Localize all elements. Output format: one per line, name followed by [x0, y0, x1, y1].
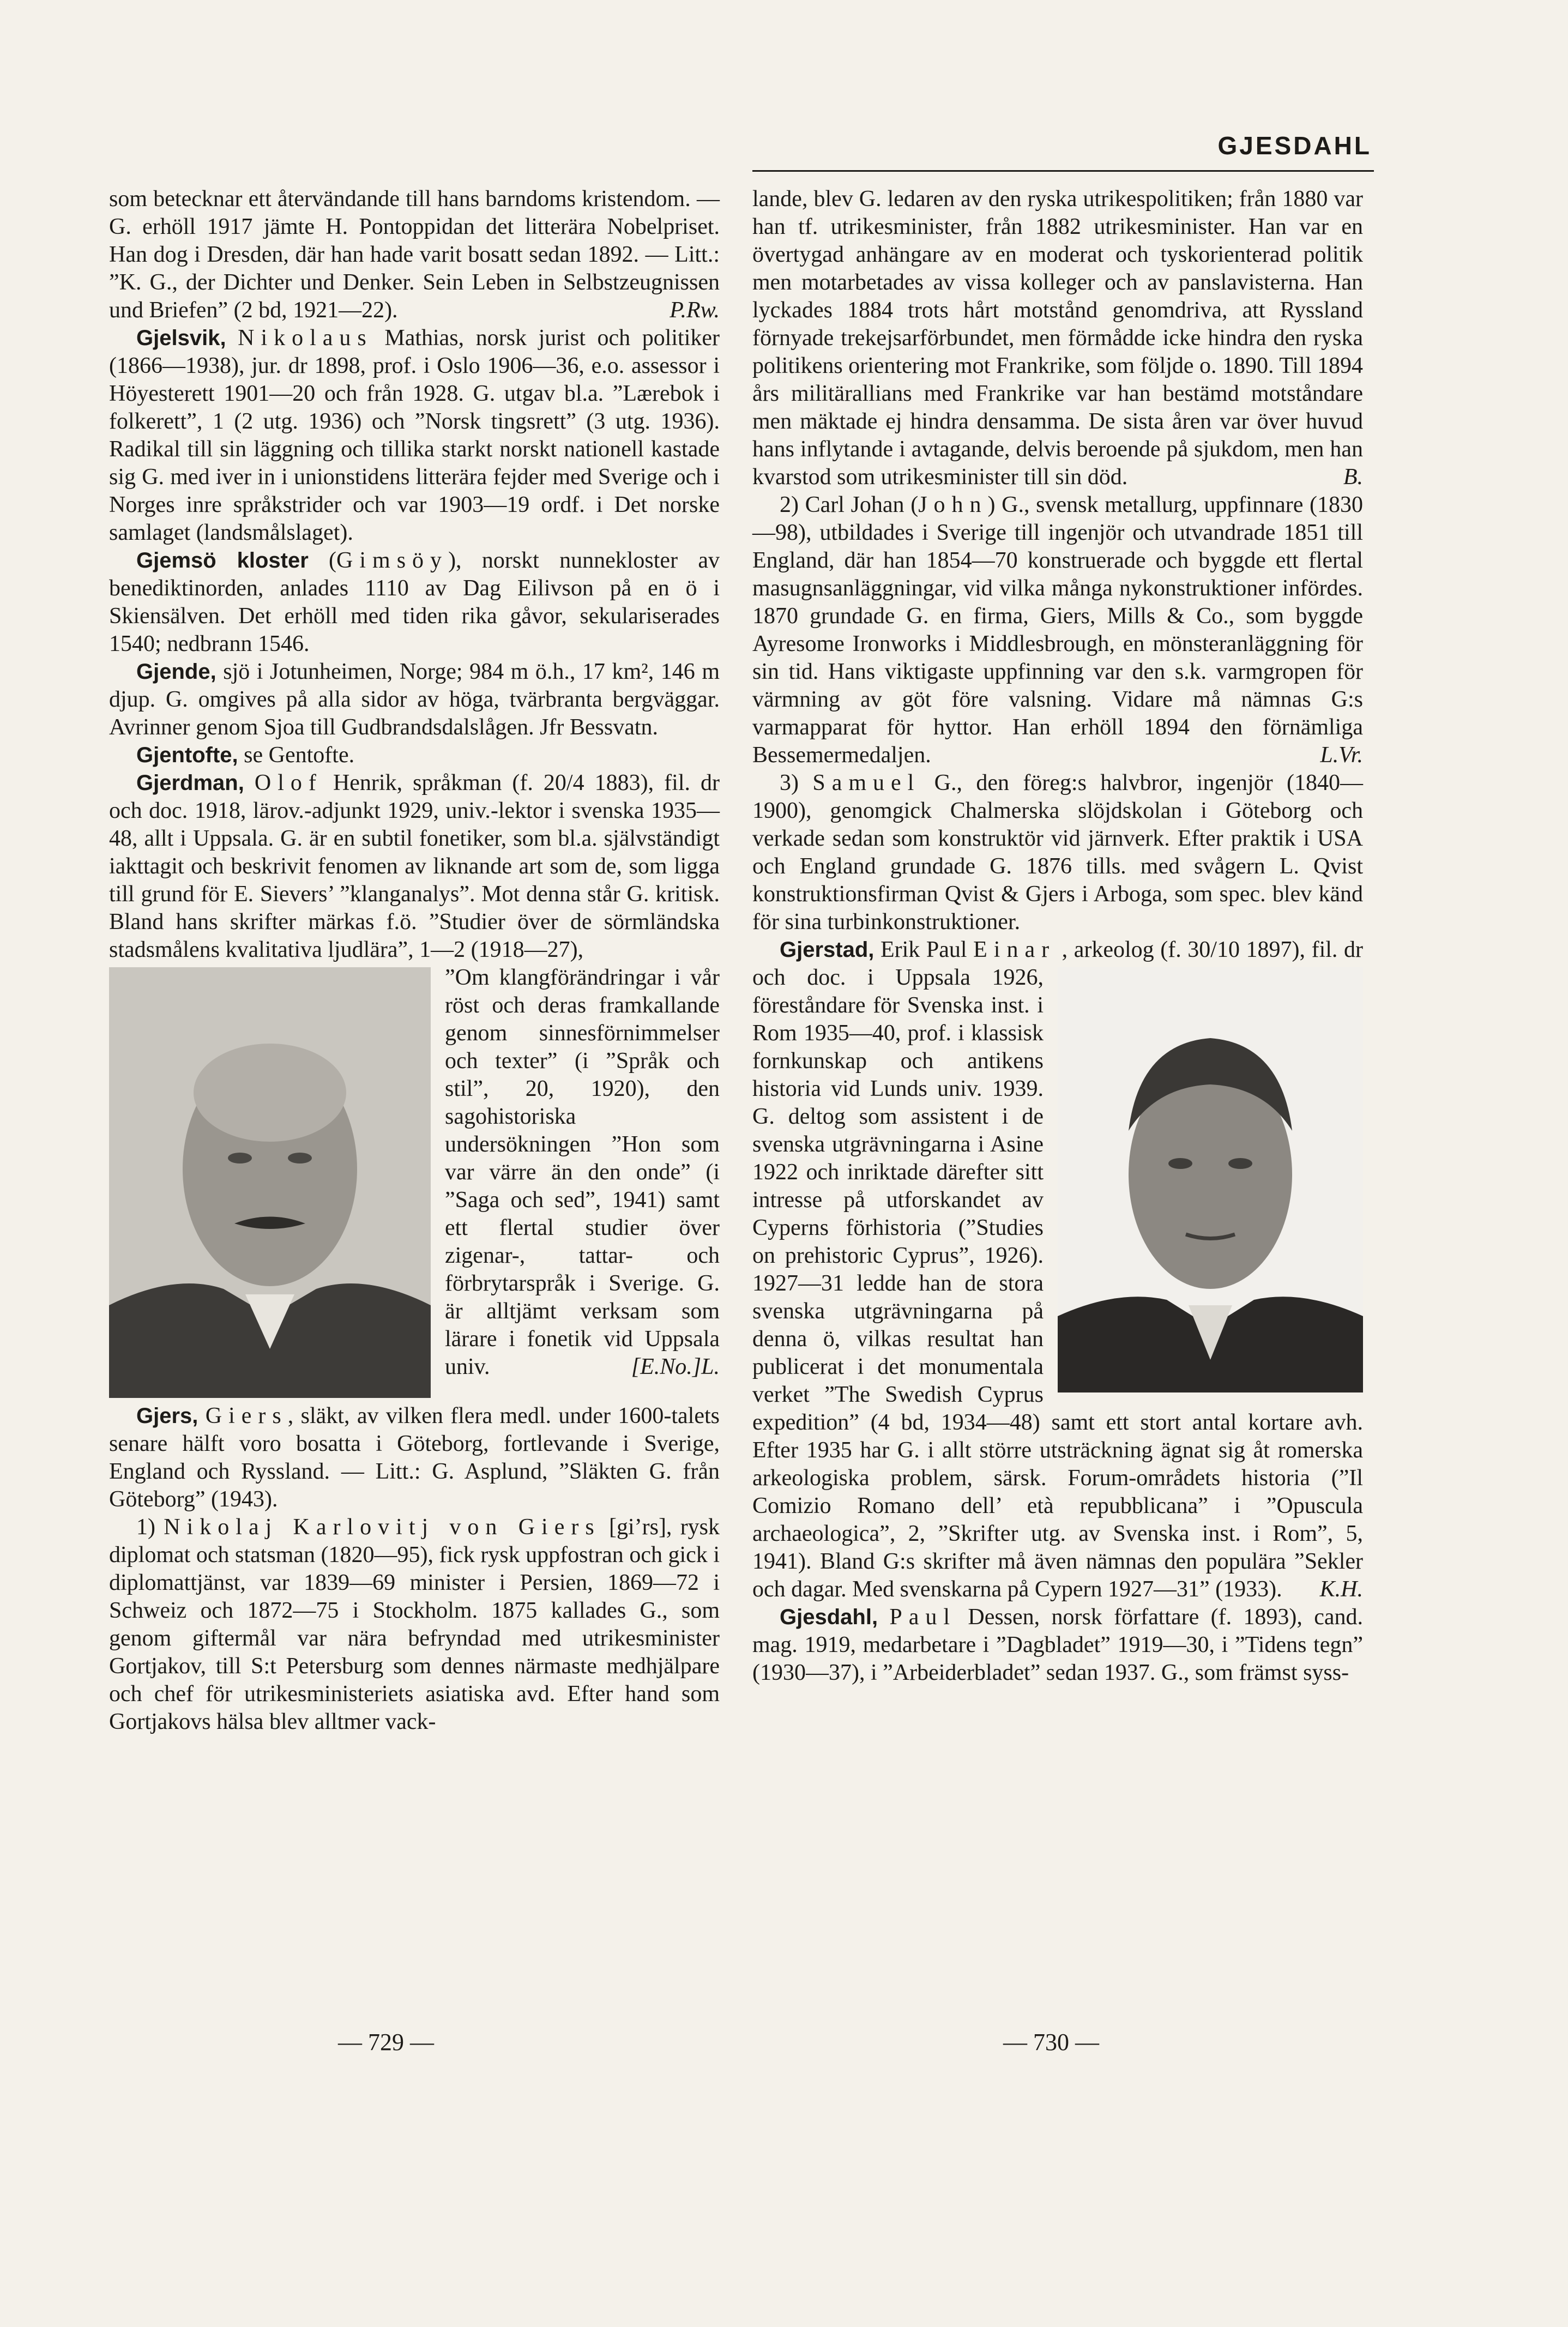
- paragraph-continuation: [752, 185, 1363, 491]
- left-column: [109, 185, 720, 1736]
- text: sjö i Jotunheimen, Norge; 984 m ö.h., 17 km², 146 m djup. G. omgives på alla sidor av höga, tvärbranta bergväggar. Avrinner genom Sjoa till Gudbrandsdalslågen. Jfr Bessvatn.: [109, 659, 720, 740]
- spaced-name: John: [918, 492, 988, 517]
- entry-number: 1): [136, 1515, 155, 1540]
- spaced-name: Nikolaj Karlovitj von Giers: [164, 1515, 601, 1540]
- portrait-gjerstad: [1058, 967, 1363, 1392]
- spaced-name: Samuel: [812, 770, 921, 795]
- entry-number: 3): [780, 770, 799, 795]
- text: , släkt, av vilken flera medl. under 1600-talets senare hälft voro bosatta i Göteborg, fortlevande i Sverige, England och Ryssland. — Litt.: G. Asplund, ”Släkten G. från Göteborg” (1943).: [109, 1403, 720, 1512]
- spaced-name: Nikolaus: [238, 325, 373, 351]
- text: se Gentofte.: [244, 743, 355, 768]
- text: [gi’rs], rysk diplomat och statsman (1820—95), fick rysk uppfostran och gick i diplomattjänst, var 1839—69 minister i Persien, 1869—72 i Schweiz och 1872—75 i Stockholm. 1875 kallades G., som genom giftermål var nära befryndad med utrikesminister Gortjakov, till S:t Petersburg som dennes närmaste medhjälpare och chef för utrikesministeriets asiatiska avd. Efter hand som Gortjakovs hälsa blev alltmer vack-: [109, 1515, 720, 1734]
- paragraph-continuation: [109, 185, 720, 324]
- header-rule: [752, 170, 1374, 172]
- name: Erik Paul: [880, 937, 967, 962]
- portrait-gjerdman-image: [109, 967, 431, 1398]
- entry-carl-johan: [752, 491, 1363, 769]
- signature: P.Rw.: [670, 298, 720, 323]
- signature: [E.No.]L.: [631, 1354, 720, 1379]
- headword: Gjelsvik,: [136, 326, 226, 350]
- right-column: [752, 185, 1363, 1687]
- signature: K.H.: [1319, 1577, 1363, 1602]
- text: , arkeolog (f. 30/10 1897), fil. dr och doc. i Uppsala 1926, föreståndare för Svenska inst. i Rom 1935—40, prof. i klassisk fornkunskap och antikens historia vid Lunds univ. 1939. G. deltog som assistent i de svenska utgrävningarna i Asine 1922 och inriktade därefter sitt intresse på utforskandet av Cyperns förhistoria (”Studies on prehistoric Cyprus”, 1926). 1927—31 ledde han de stora svenska utgrävningarna på denna ö, vilkas resultat han publicerat i det monumentala verket ”The Swedish Cyprus expedition” (4 bd, 1934—48) samt ett stort antal kortare avh. Efter 1935 har G. i allt större utsträckning ägnat sig åt romerska arkeologiska problem, särsk. Forum-områdets historia (”Il Comizio Romano dell’ età repubblicana” i ”Opuscula archaeologica”, 2, ”Skrifter utg. av Svenska inst. i Rom”, 5, 1941). Bland G:s skrifter må även nämnas den populära ”Sekler och dagar. Med svenskarna på Cypern 1927—31” (1933).: [752, 937, 1363, 1602]
- headword: Gjerstad,: [780, 938, 875, 962]
- spaced-name: Giers: [205, 1403, 288, 1428]
- text: Dessen, norsk författare (f. 1893), cand. mag. 1919, medarbetare i ”Dagbladet” 1919—30, i ”Tidens tegn” (1930—37), i ”Arbeiderbladet” sedan 1937. G., som främst syss-: [752, 1605, 1363, 1685]
- signature: L.Vr.: [1320, 743, 1363, 768]
- text: ”Om klangförändringar i vår röst och deras framkallande genom sinnesförnimmelser och texter” (i ”Språk och stil”, 20, 1920), den sagohistoriska undersökningen ”Hon som var värre än den onde” (i ”Saga och sed”, 1941) samt ett flertal studier över zigenar-, tattar- och förbrytarspråk i Sverige. G. är alltjämt verksam som lärare i fonetik vid Uppsala univ.: [445, 965, 720, 1379]
- headword: Gjentofte,: [136, 743, 238, 767]
- text: Henrik, språkman (f. 20/4 1883), fil. dr och doc. 1918, lärov.-adjunkt 1929, univ.-lektor i svenska 1935—48, allt i Uppsala. G. är en subtil fonetiker, som bl.a. självständigt iakttagit och beskrivit fenomen av liknande art som de, som ligga till grund för E. Sievers’ ”klanganalys”. Mot denna står G. kritisk. Bland hans skrifter märkas f.ö. ”Studier över de sörmländska stadsmålens kvalitativa ljudlära”, 1—2 (1918—27),: [109, 770, 720, 962]
- text: G., den föreg:s halvbror, ingenjör (1840—1900), genomgick Chalmerska slöjdskolan i Göteborg och verkade sedan som konstruktör vid järnverk. Efter praktik i USA och England grundade G. 1876 tills. med svågern L. Qvist konstruktionsfirman Qvist & Gjers i Arboga, som spec. blev känd för sina turbinkonstruktioner.: [752, 770, 1364, 935]
- spaced-name: Einar: [973, 937, 1056, 962]
- entry-number: 2) Carl Johan (: [780, 492, 919, 517]
- headword: Gjesdahl,: [780, 1605, 878, 1629]
- entry-gjers: [109, 1402, 720, 1514]
- spaced-name: Paul: [889, 1605, 957, 1630]
- headword: Gjerdman,: [136, 771, 244, 795]
- entry-gjesdahl: [752, 1603, 1363, 1687]
- signature: B.: [1343, 465, 1363, 490]
- entry-giers-nikolaj: [109, 1514, 720, 1736]
- headword: Gjende,: [136, 660, 216, 684]
- entry-gjelsvik: [109, 324, 720, 547]
- page-number-right: — 730 —: [1003, 2029, 1099, 2055]
- page-number-left: — 729 —: [338, 2029, 434, 2055]
- text: ) G., svensk metallurg, uppfinnare (1830—98), utbildades i Sverige till ingenjör och utvandrade 1851 till England, där han 1854—70 konstruerade och byggde ett flertal masugnsanläggningar, vid vilka många nykonstruktioner infördes. 1870 grundade G. en firma, Giers, Mills & Co., som byggde Ayresome Ironworks i Middlesbrough, en mönsteranläggning för sin tid. Hans viktigaste uppfinning var den s.k. varmgropen för värmning av göt före valsning. Vidare må nämnas G:s varmapparat för hyttor. Han erhöll 1894 den förnämliga Bessemermedaljen.: [752, 492, 1363, 768]
- entry-samuel: [752, 769, 1363, 936]
- portrait-gjerdman: [109, 967, 431, 1398]
- running-header: GJESDAHL: [1217, 131, 1372, 160]
- headword: Gjemsö kloster: [136, 548, 309, 572]
- portrait-gjerstad-image: [1058, 967, 1363, 1392]
- text: lande, blev G. ledaren av den ryska utrikespolitiken; från 1880 var han tf. utrikesminister, från 1882 utrikesminister. Han var en övertygad anhängare av en moderat och tyskorienterad politik men motarbetades av vissa kolleger och av panslavisterna. Han lyckades 1884 trots hårt motstånd genomdriva, att Ryssland förnyade trekejsarförbundet, men förmådde icke hindra den ryska politikens orientering mot Frankrike, som följde o. 1890. Till 1894 års militärallians med Frankrike var han bestämd motståndare men mäktade ej hindra densamma. De sista åren var över huvud hans inflytande i avtagande, delvis beroende på sjukdom, men han kvarstod som utrikesminister till sin död.: [752, 186, 1363, 490]
- entry-gjemso: Gjemsö kloster (Gimsöy), norskt nunnekloster av benediktinorden, anlades 1110 av Dag Eilivson på en ö i Skiensälven. Det erhöll med tiden rika gåvor, sekulariserades 1540; nedbrann 1546.: [109, 548, 720, 656]
- entry-gjerdman-cont: [109, 964, 720, 1381]
- text: som betecknar ett återvändande till hans barndoms kristendom. — G. erhöll 1917 jämte H. Pontoppidan det litterära Nobelpriset. Han dog i Dresden, där han hade varit bosatt sedan 1892. — Litt.: ”K. G., der Dichter und Denker. Sein Leben in Selbstzeugnissen und Briefen” (2 bd, 1921—22).: [109, 186, 720, 323]
- entry-gjentofte: [109, 741, 720, 769]
- spaced-name: Gimsöy: [336, 548, 449, 573]
- entry-gjende: [109, 658, 720, 741]
- headword: Gjers,: [136, 1404, 198, 1428]
- entry-gjerdman: [109, 769, 720, 964]
- entry-gjerstad: [752, 936, 1363, 1603]
- text: ), norskt nunnekloster av benediktinorden, anlades 1110 av Dag Eilivson på en ö i Skiensälven. Det erhöll med tiden rika gåvor, sekulariserades 1540; nedbrann 1546.: [109, 548, 720, 656]
- spaced-name: Olof: [254, 770, 323, 795]
- text: Mathias, norsk jurist och politiker (1866—1938), jur. dr 1898, prof. i Oslo 1906—36, e.o. assessor i Höyesterett 1901—20 och från 1928. G. utgav bl.a. ”Lærebok i folkerett”, 1 (2 utg. 1936) och ”Norsk tingsrett” (3 utg. 1936). Radikal till sin läggning och tillika starkt norskt nationell kastade sig G. med iver in i unionstidens litterära fejder med Sverige och i Norges inre språkstrider och var 1903—19 ordf. i Det norske samlaget (landsmålslaget).: [109, 325, 720, 545]
